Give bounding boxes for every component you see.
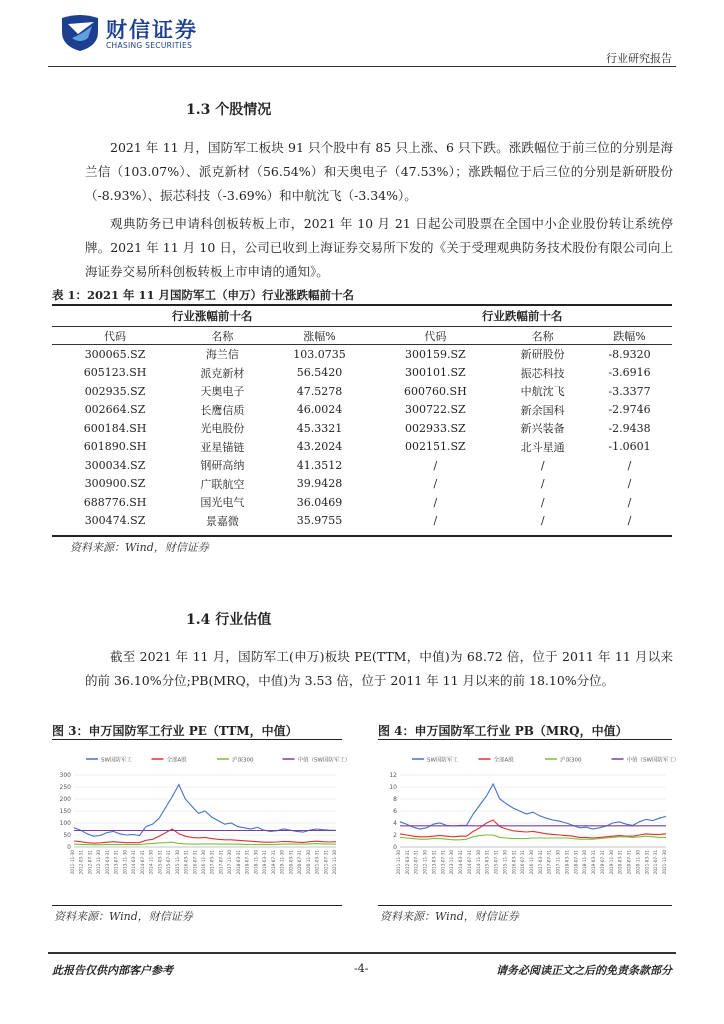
x-tick-label: 2012-11-30 bbox=[422, 850, 428, 875]
table-cell: 688776.SH bbox=[83, 495, 147, 509]
table-row bbox=[52, 512, 672, 531]
table-row bbox=[52, 345, 672, 364]
col-header: 名称 bbox=[178, 327, 267, 345]
x-tick-label: 2020-07-31 bbox=[626, 849, 632, 875]
x-tick-label: 2017-03-31 bbox=[537, 850, 543, 875]
table-cell: 北斗星通 bbox=[520, 440, 565, 454]
x-tick-label: 2021-11-30 bbox=[662, 850, 667, 875]
table-cell: 新兴装备 bbox=[520, 422, 565, 436]
footer-disclaimer-right: 请务必阅读正文之后的免责条款部分 bbox=[496, 964, 672, 977]
table-cell: 国光电气 bbox=[200, 496, 245, 510]
table-cell: 601890.SH bbox=[83, 440, 147, 454]
page-number: -4- bbox=[354, 962, 369, 975]
y-tick-label: 2 bbox=[393, 832, 397, 839]
table-cell: 103.0735 bbox=[293, 347, 346, 361]
x-tick-label: 2016-03-31 bbox=[183, 849, 189, 875]
x-tick-label: 2019-07-31 bbox=[599, 849, 605, 875]
table-cell: 300900.SZ bbox=[84, 477, 146, 491]
x-tick-label: 2017-11-30 bbox=[555, 850, 561, 875]
x-tick-label: 2018-03-31 bbox=[564, 850, 570, 875]
figure-3-rule bbox=[52, 739, 342, 740]
x-tick-label: 2021-07-31 bbox=[653, 849, 659, 875]
x-tick-label: 2020-03-31 bbox=[288, 849, 294, 875]
x-tick-label: 2014-11-30 bbox=[148, 850, 154, 875]
x-tick-label: 2016-11-30 bbox=[529, 850, 534, 875]
group-header-down: 行业跌幅前十名 bbox=[372, 306, 672, 327]
y-tick-label: 0 bbox=[393, 844, 397, 851]
figure-3-title: 图 3：申万国防军工行业 PE（TTM，中值） bbox=[52, 724, 298, 738]
table-cell: 300159.SZ bbox=[405, 347, 466, 361]
y-tick-label: 200 bbox=[59, 796, 71, 803]
x-tick-label: 2013-11-30 bbox=[122, 850, 128, 875]
x-tick-label: 2018-11-30 bbox=[253, 850, 259, 875]
figure-3-source: 资料来源：Wind，财信证券 bbox=[54, 910, 193, 923]
table-cell: -3.3377 bbox=[608, 384, 651, 398]
x-tick-label: 2016-07-31 bbox=[192, 850, 198, 875]
legend-label: 沪深300 bbox=[232, 757, 254, 764]
figure-4-title: 图 4：申万国防军工行业 PB（MRQ，中值） bbox=[378, 724, 628, 738]
table-cell: 600184.SH bbox=[83, 421, 147, 435]
table-cell: / bbox=[627, 458, 632, 472]
x-tick-label: 2011-11-30 bbox=[70, 850, 75, 875]
table-cell: 56.5420 bbox=[296, 366, 343, 380]
brand-name-cn: 财信证券 bbox=[106, 18, 198, 42]
table-cell: 天奥电子 bbox=[200, 385, 245, 399]
x-tick-label: 2021-03-31 bbox=[314, 849, 320, 875]
legend-label: SW国防军工 bbox=[427, 757, 458, 764]
legend-label: 沪深300 bbox=[560, 757, 582, 764]
table-cell: / bbox=[627, 495, 632, 509]
x-tick-label: 2015-11-30 bbox=[502, 850, 508, 875]
x-tick-label: 2017-03-31 bbox=[209, 849, 215, 875]
table-row bbox=[52, 382, 672, 401]
x-tick-label: 2017-07-31 bbox=[218, 850, 224, 875]
table-cell: 光电股份 bbox=[200, 422, 245, 436]
y-tick-label: 4 bbox=[393, 820, 397, 827]
x-tick-label: 2016-03-31 bbox=[511, 850, 517, 875]
y-tick-label: 250 bbox=[59, 784, 71, 791]
series-line bbox=[400, 784, 666, 829]
x-tick-label: 2011-11-30 bbox=[396, 850, 401, 875]
y-tick-label: 50 bbox=[63, 832, 71, 839]
x-tick-label: 2019-11-30 bbox=[279, 850, 285, 875]
table-cell: 海兰信 bbox=[205, 348, 239, 362]
table-row bbox=[52, 419, 672, 438]
table-cell: 43.2024 bbox=[296, 440, 343, 454]
x-tick-label: 2015-07-31 bbox=[493, 849, 499, 875]
x-tick-label: 2012-07-31 bbox=[87, 850, 93, 875]
table-cell: 47.5278 bbox=[296, 384, 343, 398]
table-cell: 300065.SZ bbox=[84, 347, 146, 361]
x-tick-label: 2013-07-31 bbox=[440, 849, 446, 875]
y-tick-label: 10 bbox=[389, 784, 397, 791]
table-cell: 41.3512 bbox=[296, 458, 343, 472]
brand-logo bbox=[58, 12, 248, 52]
x-tick-label: 2015-03-31 bbox=[484, 850, 490, 875]
table-cell: / bbox=[540, 458, 545, 472]
table-cell: / bbox=[433, 514, 438, 528]
legend-label: SW国防军工 bbox=[101, 757, 132, 764]
x-tick-label: 2014-03-31 bbox=[131, 849, 137, 875]
x-tick-label: 2013-11-30 bbox=[449, 850, 455, 875]
col-header: 涨幅% bbox=[267, 327, 373, 345]
x-tick-label: 2021-03-31 bbox=[644, 850, 650, 875]
table-cell: 广联航空 bbox=[200, 477, 245, 491]
x-tick-label: 2020-03-31 bbox=[617, 850, 623, 875]
table-cell: 605123.SH bbox=[83, 366, 147, 380]
table-cell: / bbox=[627, 477, 632, 491]
table-cell: 新余国科 bbox=[520, 403, 565, 417]
legend-label: 中值（SW国防军工） bbox=[626, 757, 680, 764]
x-tick-label: 2019-11-30 bbox=[608, 850, 614, 875]
col-header: 名称 bbox=[498, 327, 587, 345]
table-cell: 长鹰信质 bbox=[200, 403, 245, 417]
y-tick-label: 150 bbox=[59, 808, 71, 815]
col-header: 跌幅% bbox=[587, 327, 672, 345]
table-cell: 39.9428 bbox=[296, 477, 343, 491]
table-cell: 新研股份 bbox=[520, 348, 565, 362]
table-row bbox=[52, 456, 672, 475]
x-tick-label: 2020-07-31 bbox=[297, 850, 303, 875]
table-cell: 35.9755 bbox=[296, 514, 343, 528]
x-tick-label: 2014-07-31 bbox=[139, 850, 145, 875]
section-title-1-4: 1.4 行业估值 bbox=[186, 612, 272, 628]
x-tick-label: 2012-03-31 bbox=[404, 850, 410, 875]
x-tick-label: 2018-07-31 bbox=[244, 850, 250, 875]
x-tick-label: 2020-11-30 bbox=[635, 850, 641, 875]
x-tick-label: 2015-03-31 bbox=[157, 849, 163, 875]
x-tick-label: 2013-07-31 bbox=[113, 850, 119, 875]
table-caption: 表 1：2021 年 11 月国防军工（申万）行业涨跌幅前十名 bbox=[52, 288, 355, 302]
pb-line-chart bbox=[378, 745, 680, 903]
table-cell: -2.9746 bbox=[608, 403, 651, 417]
x-tick-label: 2019-07-31 bbox=[270, 850, 276, 875]
table-cell: -1.0601 bbox=[608, 440, 651, 454]
figure-4-source: 资料来源：Wind，财信证券 bbox=[380, 910, 519, 923]
y-tick-label: 300 bbox=[59, 772, 71, 779]
x-tick-label: 2017-07-31 bbox=[546, 849, 552, 875]
x-tick-label: 2019-03-31 bbox=[262, 849, 268, 875]
table-cell: 振芯科技 bbox=[520, 366, 565, 380]
x-tick-label: 2014-11-30 bbox=[475, 850, 481, 875]
table-cell: 46.0024 bbox=[296, 403, 343, 417]
table-source: 资料来源：Wind，财信证券 bbox=[70, 541, 209, 554]
y-tick-label: 8 bbox=[393, 796, 397, 803]
table-cell: 亚星锚链 bbox=[200, 440, 245, 454]
x-tick-label: 2018-07-31 bbox=[573, 849, 579, 875]
x-tick-label: 2017-11-30 bbox=[227, 850, 233, 875]
x-tick-label: 2012-07-31 bbox=[413, 849, 419, 875]
footer-rule bbox=[48, 952, 676, 954]
table-cell: / bbox=[433, 477, 438, 491]
table-cell: 002935.SZ bbox=[84, 384, 146, 398]
table-cell: 300034.SZ bbox=[84, 458, 146, 472]
x-tick-label: 2016-11-30 bbox=[201, 850, 206, 875]
x-tick-label: 2015-11-30 bbox=[174, 850, 180, 875]
pe-line-chart bbox=[52, 745, 351, 903]
chasing-logo-icon bbox=[58, 12, 102, 52]
table-cell: 600760.SH bbox=[404, 384, 467, 398]
table-cell: 中航沈飞 bbox=[520, 385, 565, 399]
report-type: 行业研究报告 bbox=[606, 52, 672, 65]
table-cell: 36.0469 bbox=[296, 495, 343, 509]
legend-label: 中值（SW国防军工） bbox=[297, 757, 351, 764]
x-tick-label: 2019-03-31 bbox=[591, 850, 597, 875]
table-cell: 002933.SZ bbox=[405, 421, 466, 435]
table-cell: 钢研高纳 bbox=[200, 459, 245, 473]
header-rule bbox=[48, 66, 676, 67]
figure-3-bottom-rule bbox=[52, 905, 342, 906]
y-tick-label: 100 bbox=[59, 820, 71, 827]
table-cell: / bbox=[540, 495, 545, 509]
table-row bbox=[52, 475, 672, 494]
figure-4-rule bbox=[378, 739, 672, 740]
table-cell: 300722.SZ bbox=[405, 403, 466, 417]
y-tick-label: 12 bbox=[389, 772, 397, 779]
table-cell: 002151.SZ bbox=[405, 440, 466, 454]
table-row bbox=[52, 493, 672, 512]
top-movers-table bbox=[52, 306, 672, 530]
x-tick-label: 2014-03-31 bbox=[458, 850, 464, 875]
footer-disclaimer-left: 此报告仅供内部客户参考 bbox=[52, 964, 173, 977]
table-row bbox=[52, 364, 672, 383]
x-tick-label: 2021-11-30 bbox=[332, 850, 337, 875]
figure-4-bottom-rule bbox=[378, 905, 672, 906]
table-cell: 景嘉微 bbox=[205, 514, 239, 528]
table-cell: 300101.SZ bbox=[405, 366, 466, 380]
col-header: 代码 bbox=[372, 327, 498, 345]
x-tick-label: 2021-07-31 bbox=[323, 850, 329, 875]
x-tick-label: 2013-03-31 bbox=[104, 849, 110, 875]
y-tick-label: 0 bbox=[67, 844, 71, 851]
section-title-1-3: 1.3 个股情况 bbox=[186, 102, 272, 118]
x-tick-label: 2015-07-31 bbox=[166, 850, 172, 875]
section-1-3-paragraph-1: 2021 年 11 月，国防军工板块 91 只个股中有 85 只上涨、6 只下跌。涨跌幅位于前三位的分别是海兰信（103.07%）、派克新材（56.54%）和天奥电子（47.53%）；涨跌幅位于后三位的分别是新研股份（-8.93%）、振芯科技（-3.69%）和中航沈飞（-3.34%）。 bbox=[85, 140, 673, 203]
table-cell: -2.9438 bbox=[608, 421, 651, 435]
table-cell: / bbox=[433, 458, 438, 472]
table-cell: / bbox=[433, 495, 438, 509]
col-header: 代码 bbox=[52, 327, 178, 345]
series-line bbox=[74, 785, 336, 837]
x-tick-label: 2018-03-31 bbox=[235, 849, 241, 875]
table-cell: -8.9320 bbox=[608, 347, 651, 361]
section-1-4-paragraph: 截至 2021 年 11 月，国防军工(申万)板块 PE(TTM，中值)为 68.72 倍，位于 2011 年 11 月以来的前 36.10%分位;PB(MRQ，中值)为 3.53 倍，位于 2011 年 11 月以来的前 18.10%分位。 bbox=[85, 649, 673, 688]
table-cell: 派克新材 bbox=[200, 366, 245, 380]
table-cell: 45.3321 bbox=[296, 421, 343, 435]
table-cell: / bbox=[540, 477, 545, 491]
x-tick-label: 2014-07-31 bbox=[466, 849, 472, 875]
table-row bbox=[52, 438, 672, 457]
legend-label: 全部A股 bbox=[493, 757, 514, 764]
table-cell: / bbox=[627, 514, 632, 528]
x-tick-label: 2012-11-30 bbox=[96, 850, 102, 875]
table-cell: -3.6916 bbox=[608, 366, 651, 380]
table-cell: 002664.SZ bbox=[84, 403, 146, 417]
legend-label: 全部A股 bbox=[166, 757, 187, 764]
x-tick-label: 2012-03-31 bbox=[78, 849, 84, 875]
table-cell: 300474.SZ bbox=[84, 514, 146, 528]
group-header-up: 行业涨幅前十名 bbox=[52, 306, 372, 327]
x-tick-label: 2020-11-30 bbox=[305, 850, 311, 875]
table-bottom-rule bbox=[52, 535, 672, 537]
x-tick-label: 2018-11-30 bbox=[582, 850, 588, 875]
table-row bbox=[52, 401, 672, 420]
y-tick-label: 6 bbox=[393, 808, 397, 815]
x-tick-label: 2016-07-31 bbox=[520, 849, 526, 875]
section-1-3-paragraph-2: 观典防务已申请科创板转板上市，2021 年 10 月 21 日起公司股票在全国中小企业股份转让系统停牌。2021 年 11 月 10 日，公司已收到上海证券交易所下发的《关于受理观典防务技术股份有限公司向上海证券交易所科创板转板上市申请的通知》。 bbox=[85, 216, 673, 279]
x-tick-label: 2013-03-31 bbox=[431, 850, 437, 875]
table-cell: / bbox=[540, 514, 545, 528]
brand-name-en: CHASING SECURITIES bbox=[106, 41, 193, 50]
